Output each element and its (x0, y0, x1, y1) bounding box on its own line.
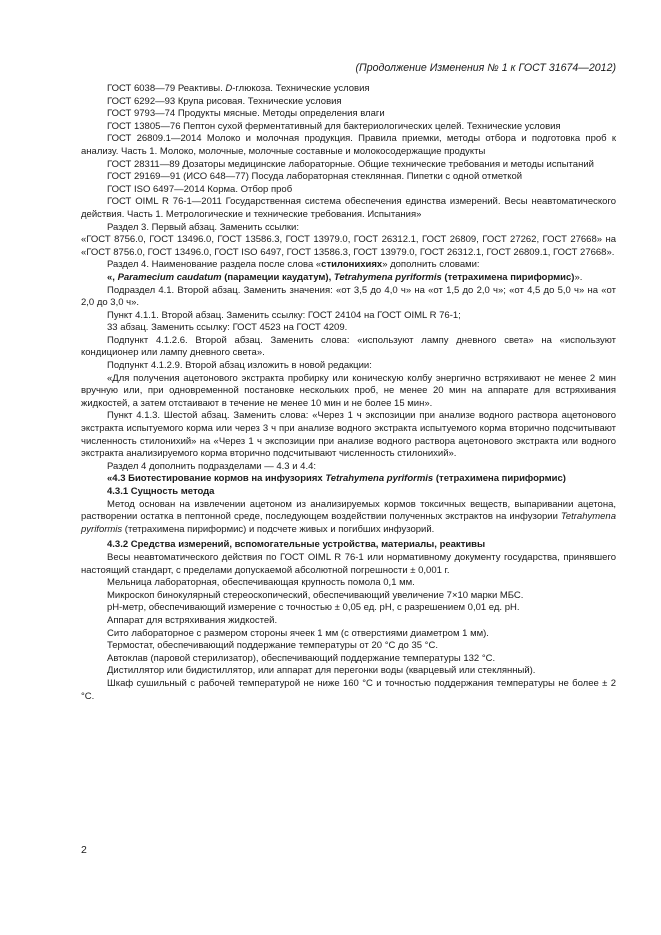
section4-addition: «, Paramecium caudatum (парамеции каудатум), Tetrahymena pyriformis (тетрахимена пириформис)». (107, 271, 583, 283)
heading-4-3: «4.3 Биотестирование кормов на инфузориях Tetrahymena pyriformis (тетрахимена пириформис) (107, 473, 566, 485)
standard-entry: ГОСТ 28311—89 Дозаторы медицинские лабораторные. Общие технические требования и методы испытаний (107, 158, 594, 170)
equipment-item: Мельница лабораторная, обеспечивающая крупность помола 0,1 мм. (107, 577, 415, 589)
equipment-item: Шкаф сушильный с рабочей температурой не ниже 160 °С и точностью поддержания температуры не более ± 2 °С. (81, 677, 616, 702)
page-number: 2 (81, 844, 87, 856)
subitem-4-1-2-9-text: «Для получения ацетонового экстракта пробирку или коническую колбу энергично встряхивают не менее 2 мин вручную или, при одновременной постановке нескольких проб, не менее 20 мин на аппарате для встряхивания жидкостей, а затем отстаивают в течение не менее 10 мин и не более 15 мин». (81, 372, 616, 409)
standard-entry: ГОСТ 29169—91 (ИСО 648—77) Посуда лабораторная стеклянная. Пипетки с одной отметкой (107, 171, 523, 183)
document-body (81, 83, 616, 703)
subitem-4-1-2-6: Подпункт 4.1.2.6. Второй абзац. Заменить слова: «используют лампу дневного света» на «используют кондиционер или лампу дневного света». (81, 334, 616, 359)
paragraph-33: 33 абзац. Заменить ссылку: ГОСТ 4523 на ГОСТ 4209. (107, 322, 348, 334)
standard-entry: ГОСТ 13805—76 Пептон сухой ферментативный для бактериологических целей. Технические условия (107, 120, 561, 132)
section4-add-subsections: Раздел 4 дополнить подразделами — 4.3 и 4.4: (107, 460, 317, 472)
standard-entry: ГОСТ ISO 6497—2014 Корма. Отбор проб (107, 183, 293, 195)
item-4-1-1: Пункт 4.1.1. Второй абзац. Заменить ссылку: ГОСТ 24104 на ГОСТ OIML R 76-1; (107, 309, 461, 321)
method-principle: Метод основан на извлечении ацетоном из анализируемых кормов токсичных веществ, выпаривании ацетона, растворении остатка в пептонной среде, последующем воздействии полученных экстрактов на инфузории Tetrahymena pyriformis (тетрахимена пириформис) и подсчете живых и погибших инфузорий. (81, 498, 616, 535)
equipment-item: pH-метр, обеспечивающий измерение с точностью ± 0,05 ед. pH, с разрешением 0,01 ед. pH. (107, 602, 520, 614)
standard-entry: ГОСТ 9793—74 Продукты мясные. Методы определения влаги (107, 108, 385, 120)
section3-intro: Раздел 3. Первый абзац. Заменить ссылки: (107, 221, 299, 233)
section4-intro: Раздел 4. Наименование раздела после слова «стилонихиях» дополнить словами: (107, 259, 480, 271)
standard-entry: ГОСТ OIML R 76-1—2011 Государственная система обеспечения единства измерений. Весы неавтоматического действия. Часть 1. Метрологические и технические требования. Испытания» (81, 196, 616, 220)
equipment-item: Сито лабораторное с размером стороны ячеек 1 мм (с отверстиями диаметром 1 мм). (107, 627, 489, 639)
item-4-1-3: Пункт 4.1.3. Шестой абзац. Заменить слова: «Через 1 ч экспозиции при анализе водного раствора ацетонового экстракта испытуемого корма или через 3 ч при анализе водного экстракта испытуемого корма вторично подсчитывают численность стилонихий» на «Через 1 ч экспозиции при анализе водного раствора ацетонового экстракта или водного экстракта анализируемого корма вторично подсчитывают численность стилонихий». (81, 410, 616, 460)
equipment-item: Микроскоп бинокулярный стереоскопический, обеспечивающий увеличение 7×10 марки МБС. (107, 589, 524, 601)
equipment-item: Весы неавтоматического действия по ГОСТ OIML R 76-1 или нормативному документу государства, принявшего настоящий стандарт, с пределами допускаемой абсолютной погрешности ± 0,001 г. (81, 551, 616, 576)
subsection-4-1: Подраздел 4.1. Второй абзац. Заменить значения: «от 3,5 до 4,0 ч» на «от 1,5 до 2,0 ч»; «от 4,5 до 5,0 ч» на «от 2,0 до 3,0 ч». (81, 284, 616, 309)
heading-4-3-2: 4.3.2 Средства измерений, вспомогательные устройства, материалы, реактивы (107, 539, 486, 551)
standard-entry: ГОСТ 6038—79 Реактивы. D-глюкоза. Технические условия (107, 83, 370, 94)
equipment-item: Автоклав (паровой стерилизатор), обеспечивающий поддержание температуры 132 °С. (107, 652, 496, 664)
section3-refs: «ГОСТ 8756.0, ГОСТ 13496.0, ГОСТ 13586.3, ГОСТ 13979.0, ГОСТ 26312.1, ГОСТ 26809, ГОСТ 27262, ГОСТ 27668» на «ГОСТ 8756.0, ГОСТ 13496.0, ГОСТ ISO 6497, ГОСТ 13586.3, ГОСТ 13979.0, ГОСТ 26312.1, ГОСТ 26809.1, ГОСТ 27668». (81, 234, 616, 258)
equipment-item: Дистиллятор или бидистиллятор, или аппарат для перегонки воды (кварцевый или стеклянный). (107, 665, 536, 677)
heading-4-3-1: 4.3.1 Сущность метода (107, 486, 215, 497)
subitem-4-1-2-9-intro: Подпункт 4.1.2.9. Второй абзац изложить в новой редакции: (107, 360, 372, 372)
standard-entry: ГОСТ 6292—93 Крупа рисовая. Технические условия (107, 95, 342, 107)
standard-entry: ГОСТ 26809.1—2014 Молоко и молочная продукция. Правила приемки, методы отбора и подготовка проб к анализу. Часть 1. Молоко, молочные, молочные составные и молокосодержащие продукты (81, 133, 616, 157)
equipment-item: Аппарат для встряхивания жидкостей. (107, 614, 278, 626)
running-header: (Продолжение Изменения № 1 к ГОСТ 31674—2012) (355, 62, 616, 74)
equipment-item: Термостат, обеспечивающий поддержание температуры от 20 °С до 35 °С. (107, 640, 438, 652)
